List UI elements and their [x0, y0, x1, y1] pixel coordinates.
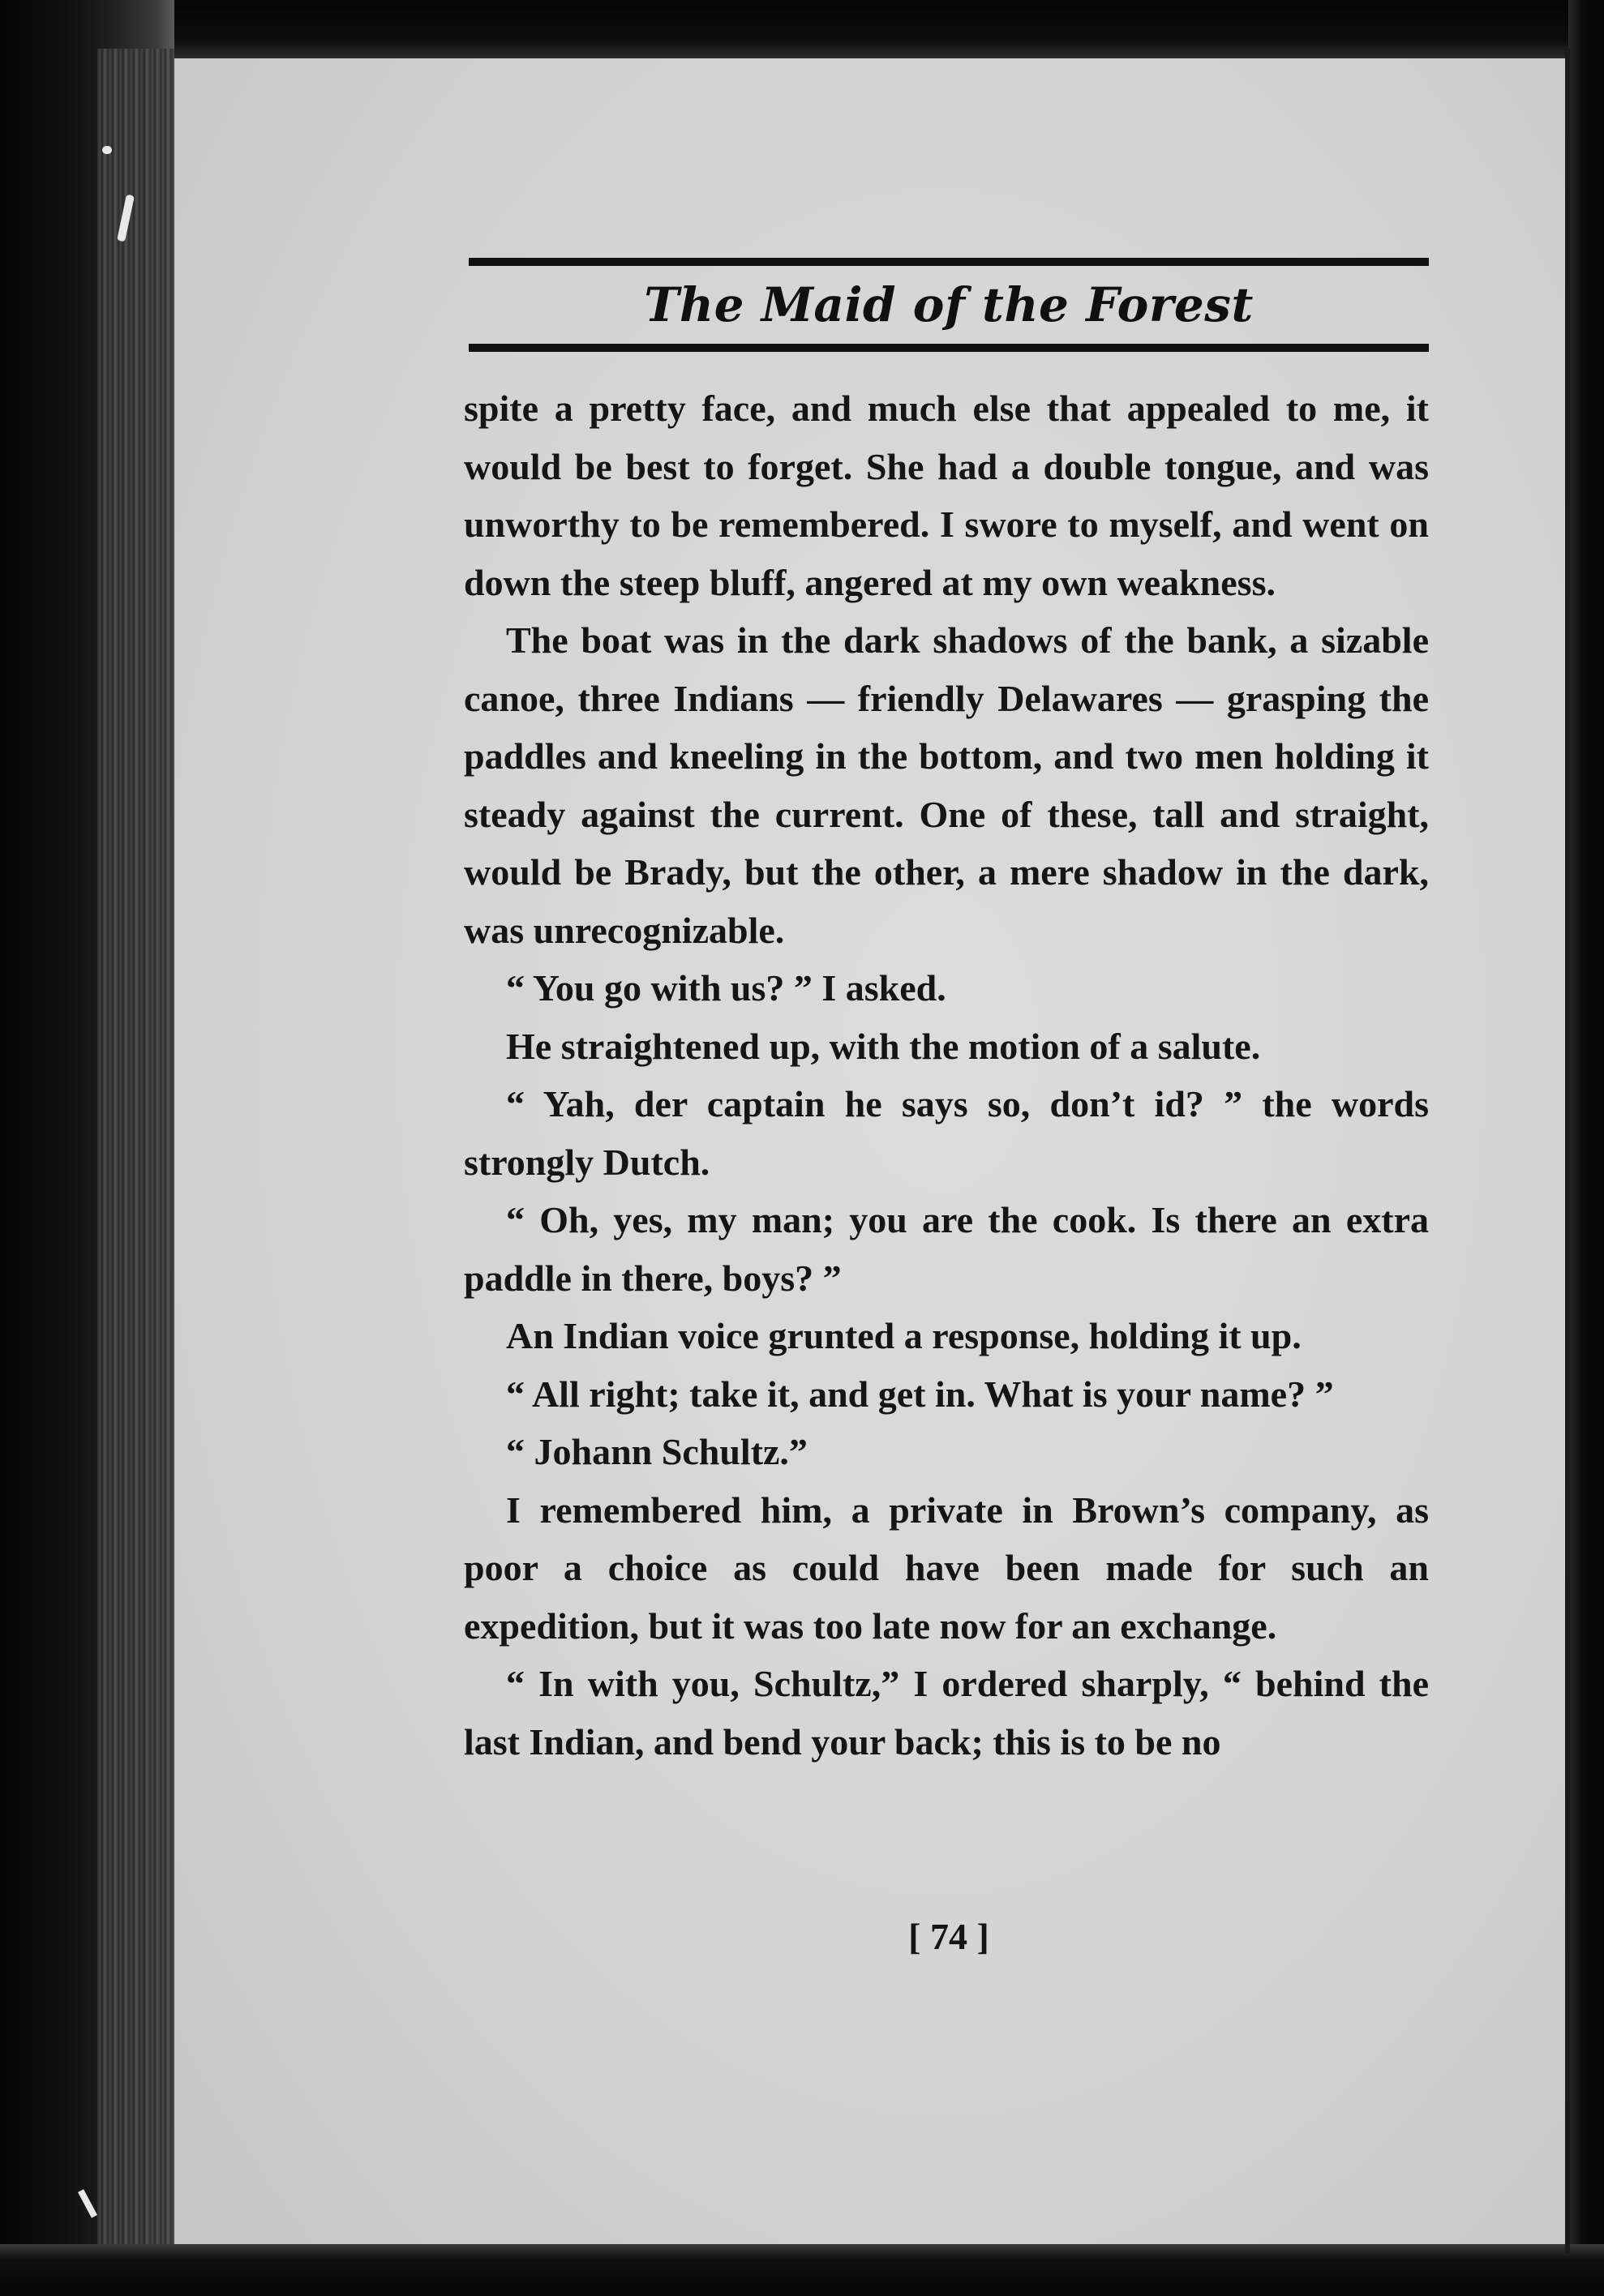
header-rule-bottom — [469, 344, 1429, 352]
scan-artifact-dot — [102, 146, 112, 154]
scan-border-bottom — [0, 2244, 1604, 2296]
scan-border-right — [1568, 0, 1604, 2296]
paragraph: An Indian voice grunted a response, holding it up. — [506, 1315, 1302, 1356]
paragraph: He straightened up, with the motion of a salute. — [506, 1025, 1261, 1067]
paragraph: I remembered him, a private in Brown’s company, as poor a choice as could have been made for such an expedition, but it was too late now for an exchange. — [464, 1489, 1429, 1647]
paragraph: “ In with you, Schultz,” I ordered sharply, “ behind the last Indian, and bend your back; this is to be no — [464, 1663, 1429, 1763]
paragraph: The boat was in the dark shadows of the bank, a sizable canoe, three Indians — friendly Delawares — grasping the paddles and kneeling in the bottom, and two men holding it steady against the current. One of these, tall and straight, would be Brady, but the other, a mere shadow in the dark, was unrecognizable. — [464, 619, 1429, 951]
paragraph: spite a pretty face, and much else that appealed to me, it would be best to forget. She had a double tongue, and was unworthy to be remembered. I swore to myself, and went on down the steep bluff, angered at my own weakness. — [464, 388, 1429, 603]
paragraph: “ All right; take it, and get in. What is your name? ” — [506, 1373, 1334, 1415]
header-rule-top — [469, 258, 1429, 266]
paragraph: “ Yah, der captain he says so, don’t id? ” the words strongly Dutch. — [464, 1083, 1429, 1183]
page-number: [ 74 ] — [908, 1916, 989, 1957]
scan-border-top — [0, 0, 1604, 58]
paragraph: “ Oh, yes, my man; you are the cook. Is there an extra paddle in there, boys? ” — [464, 1199, 1429, 1299]
page-edge-shadow — [1565, 49, 1570, 2254]
paragraph: “ Johann Schultz.” — [506, 1431, 808, 1472]
book-spine — [97, 49, 174, 2254]
paragraph: “ You go with us? ” I asked. — [506, 967, 946, 1009]
page-body — [464, 379, 1429, 1771]
running-head: The Maid of the Forest — [644, 277, 1254, 332]
